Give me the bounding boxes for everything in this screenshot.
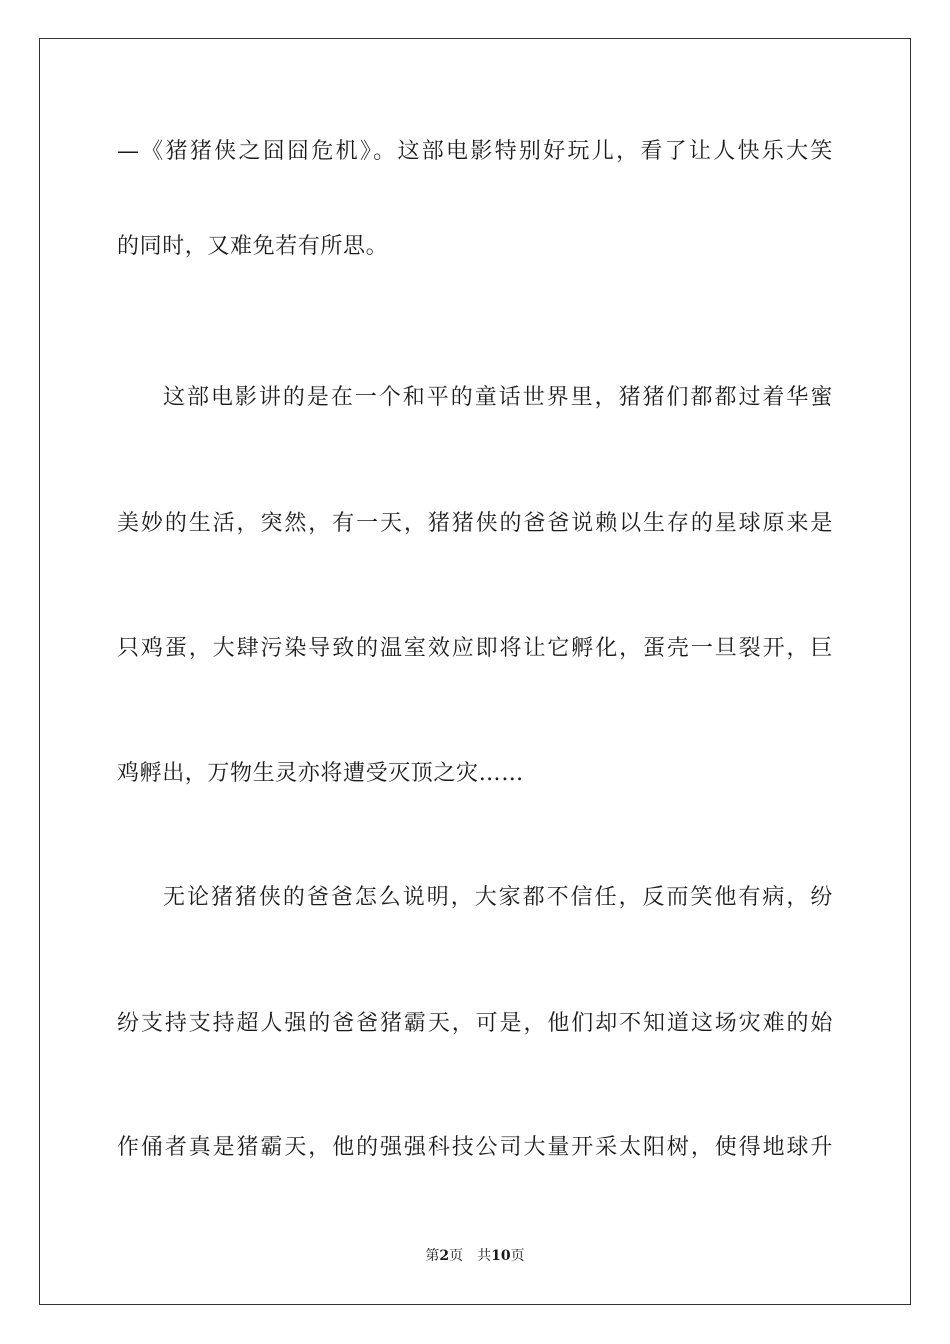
page-total: 10 <box>491 1248 511 1264</box>
page-prefix: 第 <box>425 1248 440 1264</box>
text-line-4: 美妙的生活，突然，有一天，猪猪侠的爸爸说赖以生存的星球原来是 <box>117 511 833 536</box>
text-line-6: 鸡孵出，万物生灵亦将遭受灭顶之灾…… <box>117 761 524 786</box>
text-line-5: 只鸡蛋，大肆污染导致的温室效应即将让它孵化，蛋壳一旦裂开，巨 <box>117 636 833 661</box>
total-prefix: 共 <box>477 1248 492 1264</box>
text-line-1: —《猪猪侠之囧囧危机》。这部电影特别好玩儿，看了让人快乐大笑 <box>117 139 833 164</box>
text-line-7: 无论猪猪侠的爸爸怎么说明，大家都不信任，反而笑他有病，纷 <box>163 885 833 910</box>
text-line-2: 的同时，又难免若有所思。 <box>117 234 389 259</box>
text-line-8: 纷支持支持超人强的爸爸猪霸天，可是，他们却不知道这场灾难的始 <box>117 1011 833 1036</box>
page-current: 2 <box>439 1248 450 1264</box>
text-line-9: 作俑者真是猪霸天，他的强强科技公司大量开采太阳树，使得地球升 <box>117 1135 833 1160</box>
page-border <box>39 38 911 1305</box>
page-footer <box>0 1246 950 1266</box>
text-line-3: 这部电影讲的是在一个和平的童话世界里，猪猪们都都过着华蜜 <box>163 385 833 410</box>
total-unit: 页 <box>510 1248 525 1264</box>
page-unit: 页 <box>449 1248 464 1264</box>
